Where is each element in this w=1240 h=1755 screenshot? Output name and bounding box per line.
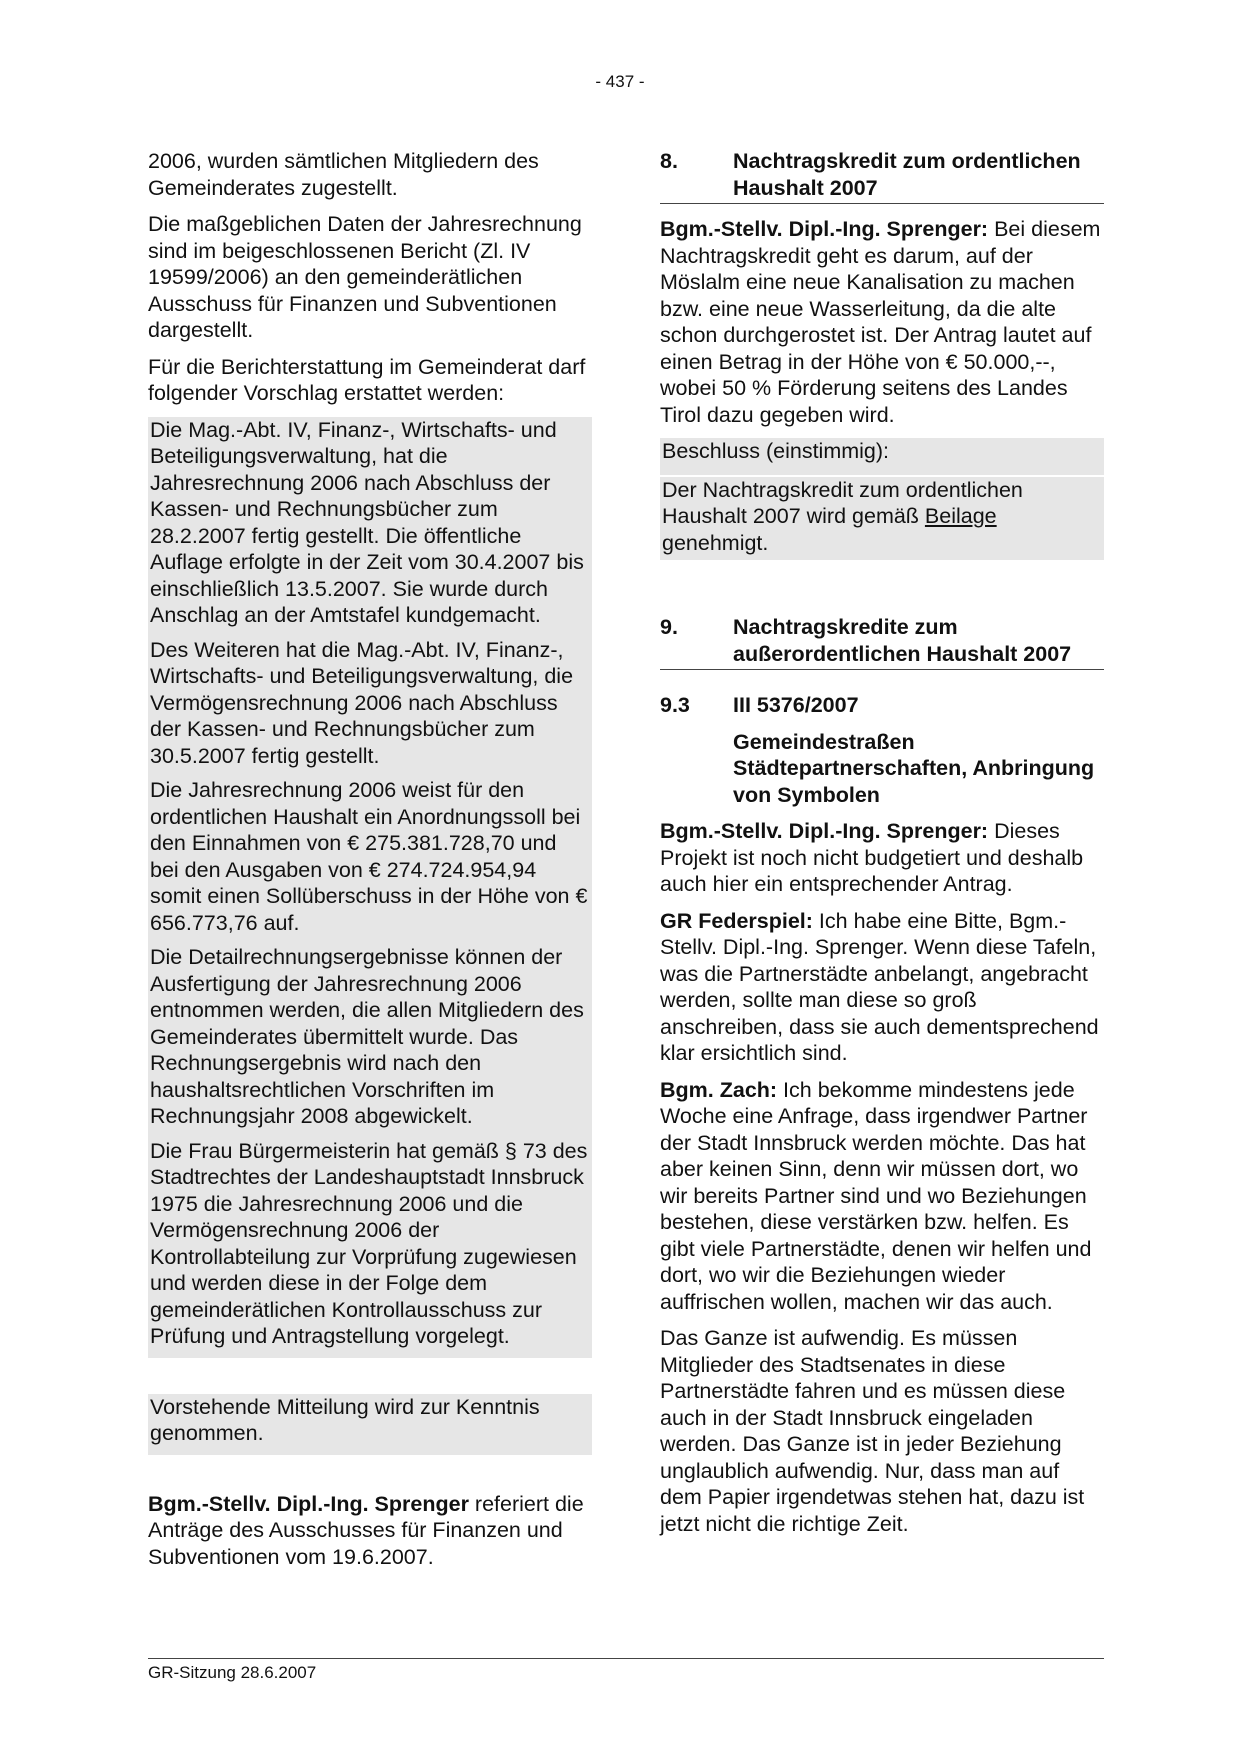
proposal-box [148,417,592,1358]
speech-paragraph [660,1077,1104,1316]
speaker-name: Bgm.-Stellv. Dipl.-Ing. Sprenger: [660,217,989,241]
speaker-name: Bgm.-Stellv. Dipl.-Ing. Sprenger [148,1491,469,1516]
speaker-name: Bgm.-Stellv. Dipl.-Ing. Sprenger: [660,819,989,843]
subsection-number: 9.3 [660,693,690,717]
speech-text: Ich bekomme mindestens jede Woche eine Anfrage, dass irgendwer Partner der Stadt Innsbruck werden möchte. Das hat aber keinen Sinn, denn wir müssen dort, wo wir bereits Partner sind und wo Beziehungen bestehen, diese verstärken bzw. helfen. Es gibt viele Partnerstädte, denen wir helfen und dort, wo wir die Beziehungen wieder auffrischen wollen, machen wir das auch. [660,1077,1092,1314]
decision-text-part: Der Nachtragskredit zum ordentlichen Haushalt 2007 wird gemäß [662,477,1023,528]
subsection-code: III 5376/2007 [733,693,859,717]
section-title: Nachtragskredit zum ordentlichen Haushalt 2007 [733,149,1081,200]
section-9-heading [660,614,1104,670]
subsection-9-3-heading [660,692,1104,719]
right-column [660,148,1104,1547]
decision-text-part: genehmigt. [662,530,769,555]
left-column [148,148,592,1580]
section-8-heading [660,148,1104,204]
decision-box [660,438,1104,475]
speech-text: referiert die Anträge des Ausschusses für Finanzen und Subventionen vom 19.6.2007. [148,1491,584,1569]
page-number: - 437 - [595,72,645,91]
resolution-box [148,1394,592,1455]
decision-label: Beschluss (einstimmig): [662,439,889,463]
paragraph: 2006, wurden sämtlichen Mitgliedern des Gemeinderates zugestellt. [148,149,539,200]
speaker-name: GR Federspiel: [660,908,813,933]
attachment-link[interactable]: Beilage [924,504,997,528]
speech-paragraph [660,216,1104,428]
proposal-paragraph: Die Frau Bürgermeisterin hat gemäß § 73 des Stadtrechtes der Landeshauptstadt Innsbruck 1975 die Jahresrechnung 2006 und die Vermögensrechnung 2006 der Kontrollabteilung zur Vorprüfung zugewiesen und werden diese in der Folge dem gemeinderätlichen Kontrollausschuss zur Prüfung und Antragstellung vorgelegt. [150,1138,588,1348]
subsection-title: Gemeindestraßen Städtepartnerschaften, Anbringung von Symbolen [733,729,1095,807]
closing-paragraph [148,1491,592,1571]
section-number: 9. [660,615,678,639]
speech-text: Dieses Projekt ist noch nicht budgetiert und deshalb auch hier ein entsprechender Antrag. [660,819,1084,896]
speech-paragraph [660,908,1104,1067]
paragraph: Für die Berichterstattung im Gemeinderat darf folgender Vorschlag erstattet werden: [148,354,586,405]
section-number: 8. [660,149,678,173]
decision-text [660,477,1104,561]
speech-text: Ich habe eine Bitte, Bgm.-Stellv. Dipl.-Ing. Sprenger. Wenn diese Tafeln, was die Partnerstädte anbelangt, angebracht werden, sollte man diese so groß anschreiben, dass sie auch dementsprechend klar ersichtlich sind. [660,908,1099,1065]
speech-paragraph: Das Ganze ist aufwendig. Es müssen Mitglieder des Stadtsenates in diese Partnerstädte fahren und es müssen diese auch in der Stadt Innsbruck eingeladen werden. Das Ganze ist in jeder Beziehung unglaublich aufwendig. Nur, dass man auf dem Papier irgendetwas stehen hat, dazu ist jetzt nicht die richtige Zeit. [660,1326,1085,1536]
speech-paragraph [660,818,1104,898]
paragraph: Die maßgeblichen Daten der Jahresrechnung sind im beigeschlossenen Bericht (Zl. IV 19599/2006) an den gemeinderätlichen Ausschuss für Finanzen und Subventionen dargestellt. [148,212,582,342]
proposal-paragraph: Des Weiteren hat die Mag.-Abt. IV, Finanz-, Wirtschafts- und Beteiligungsverwaltung, die Vermögensrechnung 2006 nach Abschluss der Kassen- und Rechnungsbücher zum 30.5.2007 fertig gestellt. [150,637,574,768]
speech-text: Bei diesem Nachtragskredit geht es darum, auf der Möslalm eine neue Kanalisation zu machen bzw. eine neue Wasserleitung, da die alte schon durchgerostet ist. Der Antrag lautet auf einen Betrag in der Höhe von € 50.000,--, wobei 50 % Förderung seitens des Landes Tirol dazu gegeben wird. [660,217,1101,427]
resolution-text: Vorstehende Mitteilung wird zur Kenntnis genommen. [150,1394,540,1445]
speaker-name: Bgm. Zach: [660,1077,778,1102]
decision-text-box [660,477,1104,561]
proposal-paragraph: Die Jahresrechnung 2006 weist für den ordentlichen Haushalt ein Anordnungssoll bei den Einnahmen von € 275.381.728,70 und bei den Ausgaben von € 274.724.954,94 somit einen Sollüberschuss in der Höhe von € 656.773,76 auf. [150,778,588,935]
section-title: Nachtragskredite zum außerordentlichen Haushalt 2007 [733,615,1072,666]
page-footer: GR-Sitzung 28.6.2007 [148,1658,1104,1683]
proposal-paragraph: Die Mag.-Abt. IV, Finanz-, Wirtschafts- und Beteiligungsverwaltung, hat die Jahresrechnung 2006 nach Abschluss der Kassen- und Rechnungsbücher zum 28.2.2007 fertig gestellt. Die öffentliche Auflage erfolgte in der Zeit vom 30.4.2007 bis einschließlich 13.5.2007. Sie wurde durch Anschlag an der Amtstafel kundgemacht. [150,417,584,627]
proposal-paragraph: Die Detailrechnungsergebnisse können der Ausfertigung der Jahresrechnung 2006 entnommen werden, die allen Mitgliedern des Gemeinderates übermittelt wurde. Das Rechnungsergebnis wird nach den haushaltsrechtlichen Vorschriften im Rechnungsjahr 2008 abgewickelt. [150,945,584,1128]
